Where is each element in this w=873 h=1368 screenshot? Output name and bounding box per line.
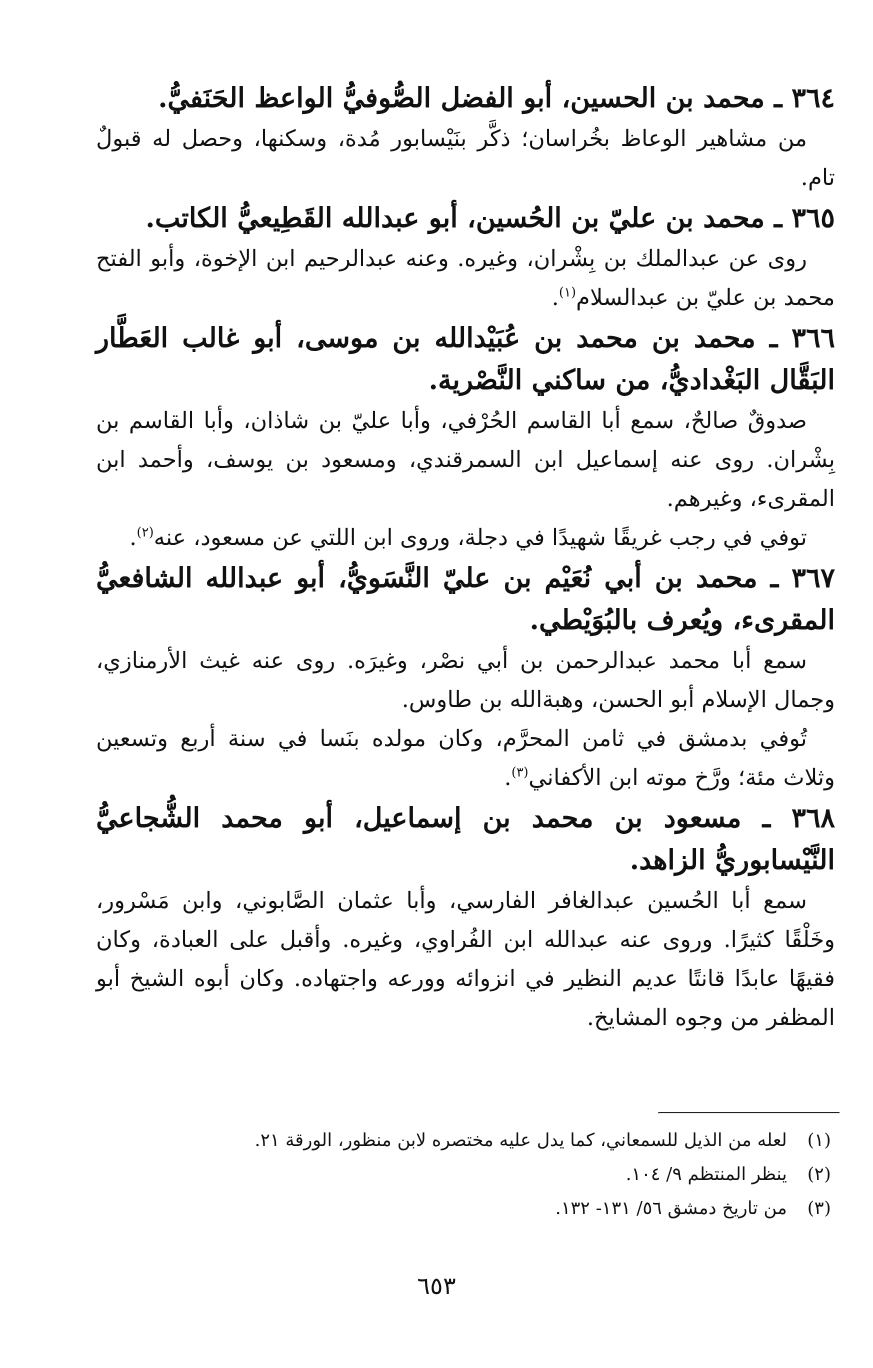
entry-text: سمع أبا الحُسين عبدالغافر الفارسي، وأبا عثمان الصَّابوني، وابن مَسْرور، وخَلْقًا كثيرًا. وروى عنه عبدالله ابن الفُراوي، وغيره. وأقبل على العبادة، وكان فقيهًا عابدًا قانتًا عديم النظير في انزوائه وورعه واجتهاده. وكان أبوه الشيخ أبو المظفر من وجوه المشايخ. <box>96 888 835 1031</box>
entry-text: تُوفي بدمشق في ثامن المحرَّم، وكان مولده بنَسا في سنة أربع وتسعين وثلاث مئة؛ ورَّخ موته ابن الأكفاني$^{(٣)}$. <box>96 726 835 791</box>
entry-text: من مشاهير الوعاظ بخُراسان؛ ذكَّر بنَيْسابور مُدة، وسكنها، وحصل له قبولٌ تام. <box>96 126 835 191</box>
entry-text-body: روى عن عبدالملك بن بِشْران، وغيره. وعنه عبدالرحيم ابن الإخوة، وأبو الفتح محمد بن عليّ بن عبدالسلام <box>96 246 835 311</box>
entry-366 <box>96 318 835 558</box>
entry-text: سمع أبا محمد عبدالرحمن بن أبي نصْر، وغيرَه. روى عنه غيث الأرمنازي، وجمال الإسلام أبو الحسن، وهبةالله بن طاوس. <box>96 648 835 713</box>
footnote-2 <box>96 1158 835 1192</box>
footnote-ref[interactable]: (٢) <box>136 525 154 541</box>
entry-365 <box>96 198 835 318</box>
entry-heading: ٣٦٤ ـ محمد بن الحسين، أبو الفضل الصُّوفيُّ الواعظ الحَنَفيُّ. <box>158 83 835 114</box>
entry-text-body: تُوفي بدمشق في ثامن المحرَّم، وكان مولده بنَسا في سنة أربع وتسعين وثلاث مئة؛ ورَّخ موته ابن الأكفاني <box>96 726 835 791</box>
footnote-number: (٣) <box>807 1198 831 1219</box>
footnote-ref[interactable]: (٣) <box>511 765 529 781</box>
entry-text: صدوقٌ صالحٌ، سمع أبا القاسم الحُرْفي، وأبا عليّ بن شاذان، وأبا القاسم بن بِشْران. روى عنه إسماعيل ابن السمرقندي، ومسعود بن يوسف، وأحمد ابن المقرىء، وغيرهم. <box>96 408 835 512</box>
entry-364 <box>96 78 835 198</box>
entry-text-body: توفي في رجب غريقًا شهيدًا في دجلة، وروى ابن اللتي عن مسعود، عنه <box>153 525 807 551</box>
footnote-ref[interactable]: (١) <box>558 285 577 301</box>
footnote-number: (١) <box>807 1130 831 1151</box>
entry-heading: ٣٦٨ ـ مسعود بن محمد بن إسماعيل، أبو محمد الشُّجاعيُّ النَّيْسابوريُّ الزاهد. <box>96 803 835 876</box>
entry-heading: ٣٦٦ ـ محمد بن محمد بن عُبَيْدالله بن موسى، أبو غالب العَطَّار البَقَّال البَغْداديُّ، من ساكني النَّصْرية. <box>96 323 835 396</box>
footnote-text: لعله من الذيل للسمعاني، كما يدل عليه مختصره لابن منظور، الورقة ٢١. <box>254 1130 787 1151</box>
footnote-text: من تاريخ دمشق ٥٦/ ١٣١- ١٣٢. <box>555 1198 787 1219</box>
entry-heading: ٣٦٥ ـ محمد بن عليّ بن الحُسين، أبو عبدالله القَطِيعيُّ الكاتب. <box>145 203 835 234</box>
footnote-number: (٢) <box>807 1164 831 1185</box>
footnote-separator <box>658 1112 840 1114</box>
entry-text: روى عن عبدالملك بن بِشْران، وغيره. وعنه عبدالرحيم ابن الإخوة، وأبو الفتح محمد بن عليّ بن عبدالسلام$^{(١)}$. <box>96 246 835 311</box>
entry-heading: ٣٦٧ ـ محمد بن أبي نُعَيْم بن عليّ النَّسَويُّ، أبو عبدالله الشافعيُّ المقرىء، ويُعرف بالبُوَيْطي. <box>96 563 835 636</box>
entry-367 <box>96 558 835 798</box>
entry-368 <box>96 798 835 1038</box>
footnote-text: ينظر المنتظم ٩/ ١٠٤. <box>625 1164 787 1185</box>
footnote-1 <box>96 1124 835 1158</box>
entry-text: توفي في رجب غريقًا شهيدًا في دجلة، وروى ابن اللتي عن مسعود، عنه$^{(٢)}$. <box>129 525 807 551</box>
page-number: ٦٥٣ <box>417 1272 456 1300</box>
footnote-3 <box>96 1192 835 1226</box>
footnotes <box>96 1124 835 1226</box>
